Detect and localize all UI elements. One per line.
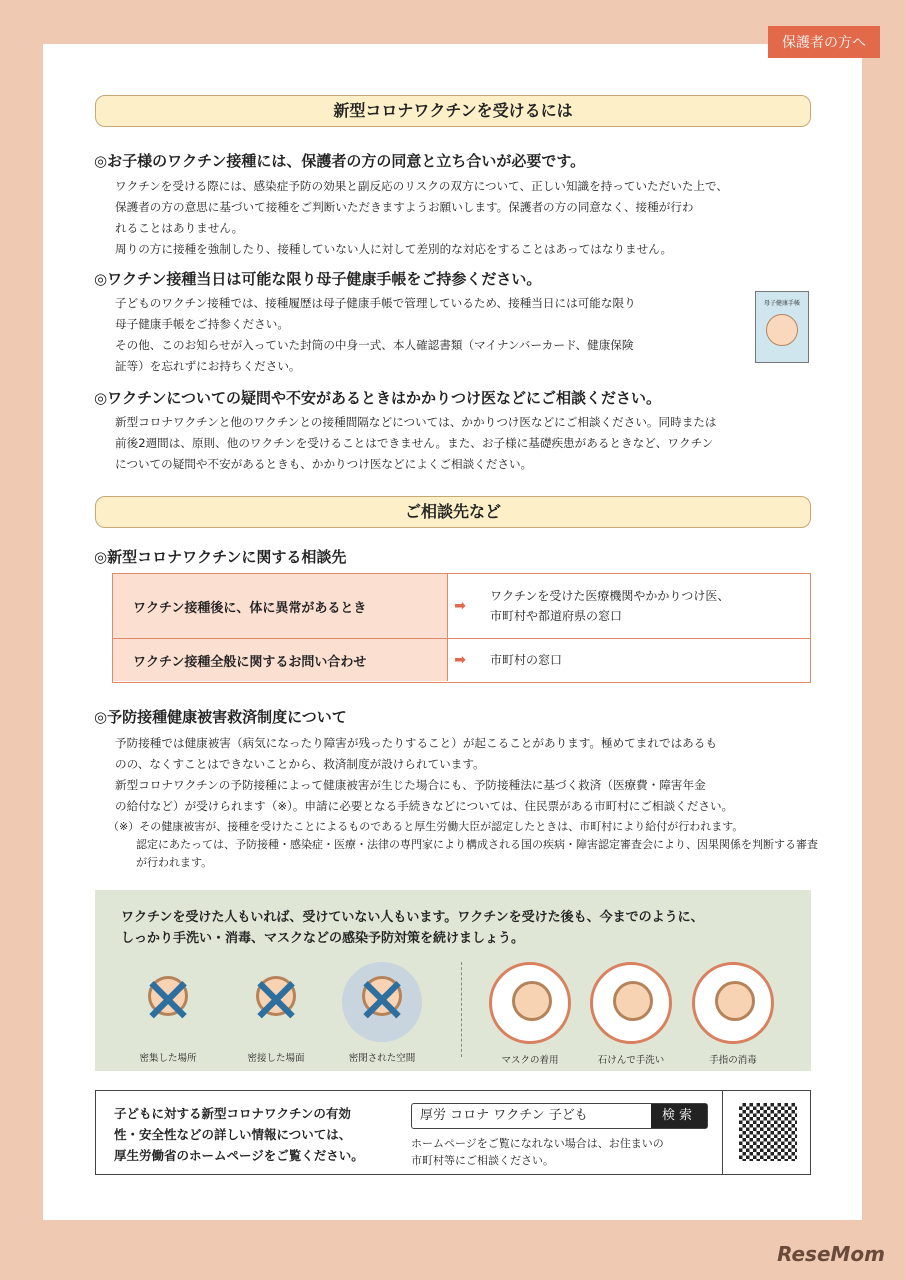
- heading-consent: ◎お子様のワクチン接種には、保護者の方の同意と立ち合いが必要です。: [94, 152, 586, 170]
- search-note: ホームページをご覧になれない場合は、お住まいの 市町村等にご相談ください。: [411, 1137, 664, 1167]
- body-relief: 予防接種では健康被害（病気になったり障害が残ったりすること）が起こることがあります。極めてまれではあるも のの、なくすことはできないことから、救済制度が設けられています。 新型コロナワクチンの予防接種によって健康被害が生じた場合にも、予防接種法に基づく救済（医療費・障害年金 の給付など）が受けられます（※）。申請に必要となる手続きなどについては、住民票がある市町村にご相談ください。: [115, 736, 734, 813]
- baby-face-icon: [766, 314, 798, 346]
- body-handbook: 子どものワクチン接種では、接種履歴は母子健康手帳で管理しているため、接種当日には可能な限り 母子健康手帳をご持参ください。 その他、このお知らせが入っていた封筒の中身一式、本人確認書類（マイナンバーカード、健康保険 証等）を忘れずにお持ちください。: [115, 296, 636, 373]
- cross-icon: ✕: [141, 965, 195, 1039]
- table-row: [113, 574, 810, 638]
- do-handwash: [586, 962, 676, 1066]
- caption: 手指の消毒: [709, 1055, 757, 1066]
- consult-table: [112, 573, 811, 683]
- heading-relief: ◎予防接種健康被害救済制度について: [94, 708, 347, 726]
- contact-cell: ワクチンを受けた医療機関やかかりつけ医、 市町村や都道府県の窓口: [490, 589, 730, 623]
- search-input[interactable]: 厚労 コロナ ワクチン 子ども: [420, 1108, 588, 1123]
- info-box: [95, 1090, 811, 1175]
- prevention-text: ワクチンを受けた人もいれば、受けていない人もいます。ワクチンを受けた後も、今までのように、 しっかり手洗い・消毒、マスクなどの感染予防対策を続けましょう。: [121, 910, 704, 946]
- qr-area: [722, 1091, 810, 1174]
- case-text: ワクチン接種全般に関するお問い合わせ: [133, 654, 367, 670]
- divider: [461, 962, 462, 1057]
- watermark-logo: ReseMom: [777, 1242, 885, 1266]
- arrow-right-icon: ➡: [454, 652, 466, 668]
- audience-tag: 保護者の方へ: [768, 26, 880, 58]
- footnote: [108, 818, 820, 872]
- handbook-label: 母子健康手帳: [763, 300, 800, 307]
- body-consent: ワクチンを受ける際には、感染症予防の効果と副反応のリスクの双方について、正しい知識を持っていただいた上で、 保護者の方の意思に基づいて接種をご判断いただきますようお願いします。保護者の方の同意なく、接種が行わ れることはありません。 周りの方に接種を強制したり、接種していない人に対して差別的な対応をすることはあってはなりません。: [115, 179, 728, 256]
- search-box[interactable]: [411, 1103, 708, 1129]
- maternal-handbook-icon: [755, 291, 809, 363]
- caption: 密接した場面: [247, 1053, 305, 1064]
- cross-icon: ✕: [249, 965, 303, 1039]
- table-row: [113, 638, 810, 681]
- section-title-consult: ご相談先など: [95, 496, 811, 528]
- heading-doctor: ◎ワクチンについての疑問や不安があるときはかかりつけ医などにご相談ください。: [94, 389, 662, 407]
- footnote-1: （※）その健康被害が、接種を受けたことによるものであると厚生労働大臣が認定したときは、市町村により給付が行われます。: [108, 820, 744, 833]
- do-mask: [485, 962, 575, 1066]
- heading-consult: ◎新型コロナワクチンに関する相談先: [94, 548, 347, 566]
- case-cell: [113, 639, 466, 681]
- heading-handbook: ◎ワクチン接種当日は可能な限り母子健康手帳をご持参ください。: [94, 270, 542, 288]
- caption: 密集した場所: [139, 1053, 197, 1064]
- caption: 石けんで手洗い: [597, 1055, 665, 1066]
- body-doctor: 新型コロナワクチンと他のワクチンとの接種間隔などについては、かかりつけ医などにご相談ください。同時または 前後2週間は、原則、他のワクチンを受けることはできません。また、お子様に基礎疾患があるときなど、ワクチン についての疑問や不安があるときも、かかりつけ医などによくご相談ください。: [115, 415, 717, 471]
- avoid-crowded: [123, 962, 213, 1064]
- footnote-2: 認定にあたっては、予防接種・感染症・医療・法律の専門家により構成される国の疾病・障害認定審査会により、因果関係を判断する審査が行われます。: [136, 838, 818, 869]
- caption: 密閉された空間: [348, 1053, 416, 1064]
- search-button[interactable]: 検索: [651, 1104, 707, 1128]
- prevention-box: [95, 890, 811, 1071]
- do-sanitize: [688, 962, 778, 1066]
- avoid-close-contact: [231, 962, 321, 1064]
- avoid-closed-space: [337, 962, 427, 1064]
- info-text: 子どもに対する新型コロナワクチンの有効 性・安全性などの詳しい情報については、 厚生労働省のホームページをご覧ください。: [114, 1106, 364, 1163]
- contact-cell: 市町村の窓口: [490, 653, 563, 667]
- caption: マスクの着用: [501, 1055, 559, 1066]
- qr-code-icon[interactable]: [739, 1103, 797, 1161]
- section-title-vaccination: 新型コロナワクチンを受けるには: [95, 95, 811, 127]
- case-cell: [113, 574, 466, 638]
- cross-icon: ✕: [355, 965, 409, 1039]
- arrow-right-icon: ➡: [454, 598, 466, 614]
- case-text: ワクチン接種後に、体に異常があるとき: [133, 600, 367, 616]
